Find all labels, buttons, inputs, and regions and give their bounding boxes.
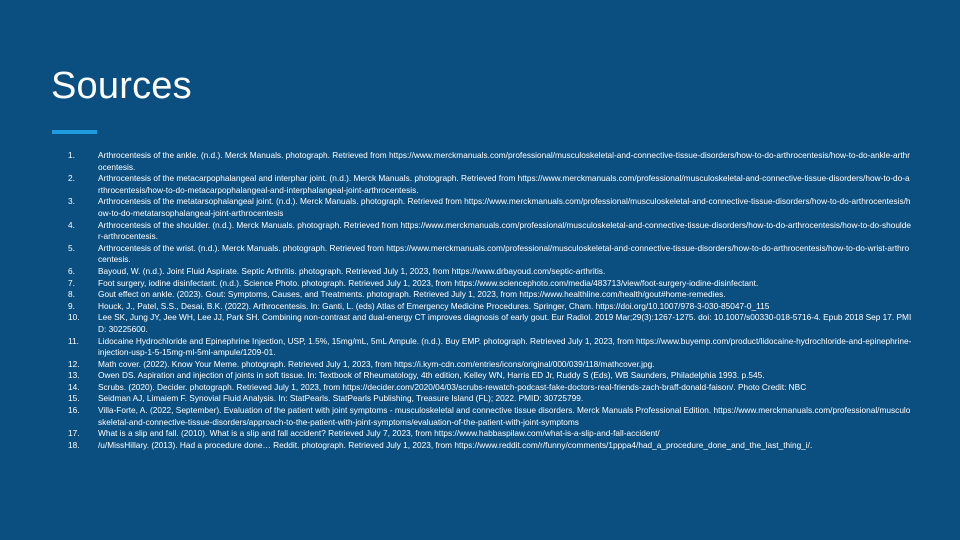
source-number: 17. — [68, 428, 80, 439]
source-item — [52, 336, 912, 359]
source-item — [52, 150, 912, 173]
source-citation: Arthrocentesis of the metacarpophalangeal and interphar joint. (n.d.). Merck Manuals. photograph. Retrieved from https://www.merckmanuals.com/professional/musculoskeletal-and-connective-tissue-disorders/how-to-do-arthrocentesis/how-to-do-metacarpophalangeal-and-interphalangeal-joint-arthrocentesis. — [98, 173, 910, 195]
source-citation: Lidocaine Hydrochloride and Epinephrine Injection, USP, 1.5%, 15mg/mL, 5mL Ampule. (n.d.). Buy EMP. photograph. Retrieved July 1, 2023, from https://www.buyemp.com/product/lidocaine-hydrochloride-and-epinephrine-injection-usp-1-5-15mg-ml-5ml-ampule/1209-01. — [98, 335, 912, 358]
source-number: 5. — [68, 242, 75, 253]
source-citation: Owen DS. Aspiration and injection of joints in soft tissue. In: Textbook of Rheumatology, 4th edition, Kelley WN, Harris ED Jr, Ruddy S (Eds), WB Saunders, Philadelphia 1993. p.545. — [98, 370, 765, 381]
source-number: 13. — [68, 370, 80, 381]
source-number: 14. — [68, 381, 80, 392]
source-item — [52, 173, 912, 196]
source-number: 10. — [68, 312, 80, 323]
source-item — [52, 405, 912, 428]
source-number: 1. — [68, 150, 75, 160]
source-number: 3. — [68, 196, 75, 207]
source-item — [52, 440, 912, 452]
source-item — [52, 428, 912, 440]
source-citation: Bayoud, W. (n.d.). Joint Fluid Aspirate. Septic Arthritis. photograph. Retrieved July 1, 2023, from https://www.drbayoud.com/septic-arthritis. — [98, 265, 606, 276]
source-citation: Lee SK, Jung JY, Jee WH, Lee JJ, Park SH. Combining non-contrast and dual-energy CT improves diagnosis of early gout. Eur Radiol. 2019 Mar;29(3):1267-1275. doi: 10.1007/s00330-018-5716-4. Epub 2018 Sep 17. PMID: 30225600. — [98, 312, 912, 334]
source-item — [52, 382, 912, 394]
source-citation: Villa-Forte, A. (2022, September). Evaluation of the patient with joint symptoms - musculoskeletal and connective tissue disorders. Merck Manuals Professional Edition. https://www.merckmanuals.com/professional/musculoskeletal-and-connective-tissue-disorders/approach-to-the-patient-with-joint-symptoms/evaluation-of-the-patient-with-joint-symptoms — [98, 405, 911, 427]
source-number: 7. — [68, 277, 75, 288]
source-number: 8. — [68, 289, 75, 300]
source-item — [52, 393, 912, 405]
source-number: 9. — [68, 300, 75, 311]
source-number: 18. — [68, 439, 80, 450]
source-citation: Arthrocentesis of the wrist. (n.d.). Merck Manuals. photograph. Retrieved from https://www.merckmanuals.com/professional/musculoskeletal-and-connective-tissue-disorders/how-to-do-arthrocentesis/how-to-do-wrist-arthrocentesis. — [98, 242, 910, 265]
title-accent-bar — [52, 130, 97, 134]
source-number: 11. — [68, 335, 79, 346]
source-citation: Gout effect on ankle. (2023). Gout: Symptoms, Causes, and Treatments. photograph. Retrieved July 1, 2023, from https://www.healthline.com/health/gout#home-remedies. — [98, 289, 726, 300]
source-citation: Arthrocentesis of the metatarsophalangeal joint. (n.d.). Merck Manuals. photograph. Retrieved from https://www.merckmanuals.com/professional/musculoskeletal-and-connective-tissue-disorders/how-to-do-arthrocentesis/how-to-do-metatarsophalangeal-joint-arthrocentesis — [98, 196, 911, 218]
source-item — [52, 359, 912, 371]
source-number: 6. — [68, 265, 75, 276]
source-item — [52, 289, 912, 301]
source-item — [52, 312, 912, 335]
source-citation: Arthrocentesis of the ankle. (n.d.). Merck Manuals. photograph. Retrieved from https://www.merckmanuals.com/professional/musculoskeletal-and-connective-tissue-disorders/how-to-do-arthrocentesis/how-to-do-ankle-arthrocentesis. — [98, 150, 911, 172]
source-number: 15. — [68, 393, 80, 404]
source-citation: Scrubs. (2020). Decider. photograph. Retrieved July 1, 2023, from https://decider.com/2020/04/03/scrubs-rewatch-podcast-fake-doctors-real-friends-zach-braff-donald-faison/. Photo Credit: NBC — [98, 381, 807, 392]
source-number: 4. — [68, 219, 75, 230]
source-citation: /u/MissHillary. (2013). Had a procedure done… Reddit. photograph. Retrieved July 1, 2023, from https://www.reddit.com/r/funny/comments/1pppa4/had_a_procedure_done_and_the_last_thing_i/. — [98, 439, 813, 450]
source-citation: Arthrocentesis of the shoulder. (n.d.). Merck Manuals. photograph. Retrieved from https://www.merckmanuals.com/professional/musculoskeletal-and-connective-tissue-disorders/how-to-do-arthrocentesis/how-to-do-shoulder-arthrocentesis. — [98, 219, 912, 242]
source-item — [52, 370, 912, 382]
source-citation: Houck, J., Patel, S.S., Desai, B.K. (2022). Arthrocentesis. In: Ganti, L. (eds) Atlas of Emergency Medicine Procedures. Springer, Cham. https://doi.org/10.1007/978-3-030-85047-0_115 — [98, 300, 770, 311]
slide-title: Sources — [51, 65, 192, 107]
source-citation: Math cover. (2022). Know Your Meme. photograph. Retrieved July 1, 2023, from https://i.kym-cdn.com/entries/icons/original/000/039/118/mathcover.jpg. — [98, 358, 655, 369]
source-item — [52, 278, 912, 290]
source-item — [52, 243, 912, 266]
source-citation: Foot surgery, iodine disinfectant. (n.d.). Science Photo. photograph. Retrieved July 1, 2023, from https://www.sciencephoto.com/media/483713/view/foot-surgery-iodine-disinfectant. — [98, 277, 759, 288]
sources-list — [52, 150, 912, 451]
source-number: 2. — [68, 173, 75, 184]
source-number: 16. — [68, 405, 80, 416]
source-number: 12. — [68, 358, 80, 369]
source-item — [52, 301, 912, 313]
source-item — [52, 266, 912, 278]
source-item — [52, 220, 912, 243]
source-citation: What is a slip and fall. (2010). What is a slip and fall accident? Retrieved July 7, 2023, from https://www.habbaspilaw.com/what-is-a-slip-and-fall-accident/ — [98, 428, 660, 439]
source-item — [52, 196, 912, 219]
source-citation: Seidman AJ, Limaiem F. Synovial Fluid Analysis. In: StatPearls. StatPearls Publishing, Treasure Island (FL); 2022. PMID: 30725799. — [98, 393, 584, 404]
